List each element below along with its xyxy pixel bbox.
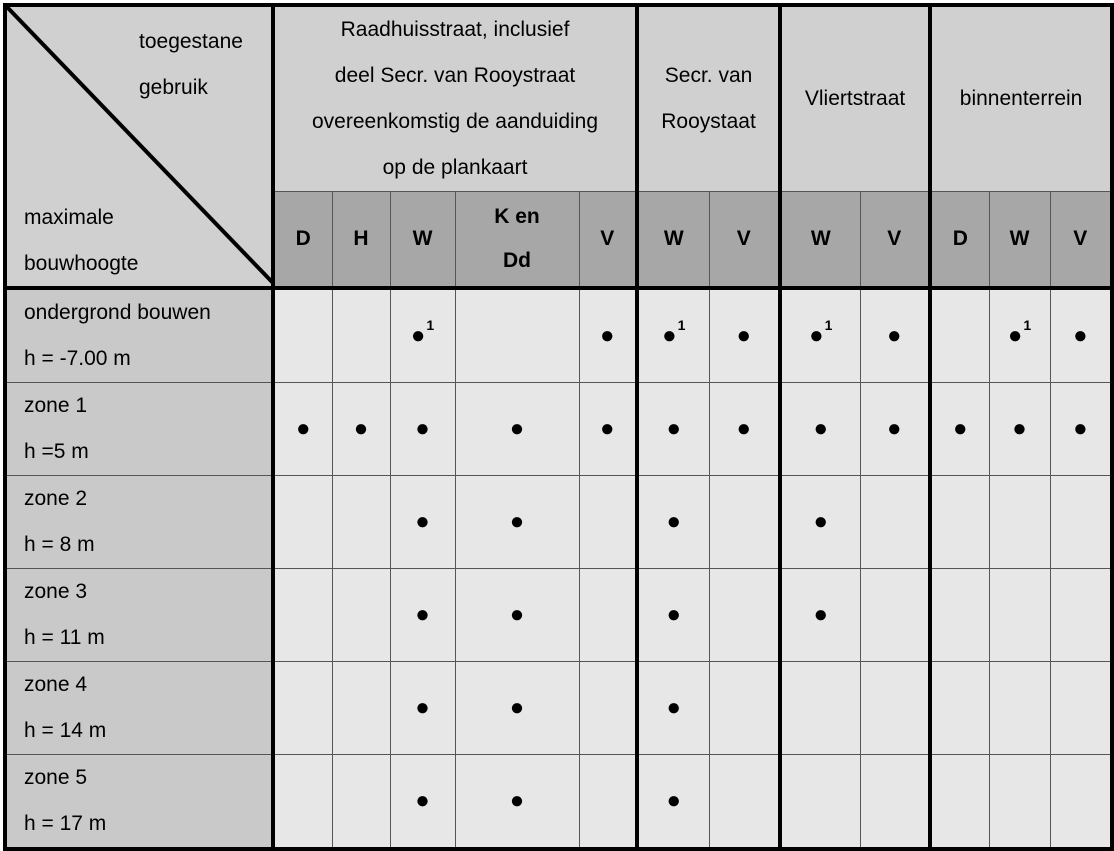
footnote-marker: 1: [824, 317, 833, 333]
table-cell: [989, 475, 1050, 568]
table-body: [5, 288, 1112, 849]
table-cell: [780, 475, 860, 568]
subheader-k-en: K en: [494, 204, 540, 228]
table-row: [5, 661, 1112, 754]
group-header-line: Secr. van: [664, 64, 753, 87]
table-cell: [1050, 475, 1112, 568]
bullet-mark: ●: [509, 786, 525, 814]
bullet-mark: ●: [415, 414, 430, 442]
bullet-mark: ●: [415, 786, 430, 814]
bullet-mark: ●: [1073, 321, 1088, 349]
corner-top-label: [139, 19, 243, 111]
row-label-line1: zone 1: [24, 393, 88, 417]
bullet-mark: ●: [887, 321, 902, 349]
subheader-k-en-dd: [455, 192, 579, 288]
table-cell: [780, 288, 860, 383]
group-header-line: Vliertstraat: [804, 87, 906, 110]
footnote-marker: 1: [1023, 317, 1032, 333]
table-cell: [860, 288, 930, 383]
table-cell: [579, 288, 637, 383]
table-cell: [332, 661, 390, 754]
table-cell: [1050, 288, 1112, 383]
subheader-h: H: [332, 192, 390, 288]
bullet-mark: ●: [415, 507, 430, 535]
table-cell: [860, 382, 930, 475]
table-cell: [390, 475, 455, 568]
table-cell: [1050, 754, 1112, 849]
subheader-w: W: [390, 192, 455, 288]
bullet-mark: ●: [1012, 414, 1027, 442]
row-label-line1: zone 2: [24, 486, 88, 510]
bullet-mark: ●: [600, 321, 615, 349]
table-cell: [930, 382, 989, 475]
row-label: [5, 382, 273, 475]
bullet-mark: ●: [415, 600, 430, 628]
subheader-v: V: [860, 192, 930, 288]
table-cell: [455, 568, 579, 661]
table-cell: [579, 754, 637, 849]
table-cell: [709, 382, 780, 475]
table-cell: [273, 382, 332, 475]
group-header-vliertstraat: [780, 5, 930, 192]
subheader-d: D: [273, 192, 332, 288]
bullet-mark: ●: [813, 414, 829, 442]
bullet-mark: ●: [736, 414, 752, 442]
table-cell: [455, 288, 579, 383]
table-cell: [780, 568, 860, 661]
corner-bottom-line2: bouwhoogte: [24, 252, 139, 275]
group-header-line: op de plankaart: [382, 156, 528, 179]
table-cell: [273, 568, 332, 661]
bullet-mark: ●: [953, 414, 968, 442]
bullet-mark: ●: [666, 507, 682, 535]
table-cell: [930, 475, 989, 568]
row-label-line2: h = 14 m: [24, 718, 107, 742]
group-header-line: binnenterrein: [959, 87, 1083, 110]
table-cell: [709, 754, 780, 849]
footnote-marker: 1: [677, 317, 686, 333]
bullet-mark: ●: [662, 322, 677, 349]
table-cell: [989, 382, 1050, 475]
table-cell: [860, 568, 930, 661]
bullet-mark: ●: [887, 414, 902, 442]
table-cell: [637, 382, 709, 475]
table-cell: [455, 475, 579, 568]
table-cell: [989, 754, 1050, 849]
table-cell: [273, 475, 332, 568]
subheader-w: W: [780, 192, 860, 288]
subheader-dd: Dd: [503, 248, 531, 272]
bullet-mark: ●: [666, 600, 682, 628]
table-cell: [273, 754, 332, 849]
group-header-line: Rooystaat: [661, 110, 756, 133]
row-label-line1: ondergrond bouwen: [24, 300, 211, 324]
row-label-line1: zone 3: [24, 579, 88, 603]
table-cell: [637, 288, 709, 383]
group-header-line: overeenkomstig de aanduiding: [312, 110, 599, 133]
table-cell: [332, 568, 390, 661]
table-cell: [709, 475, 780, 568]
table-row: [5, 288, 1112, 383]
table-cell: [1050, 661, 1112, 754]
row-label: [5, 568, 273, 661]
corner-top-line2: gebruik: [139, 76, 208, 99]
table-cell: [332, 288, 390, 383]
subheader-d: D: [930, 192, 989, 288]
bullet-mark: ●: [1007, 322, 1023, 349]
row-label-line1: zone 4: [24, 672, 88, 696]
table-cell: [637, 475, 709, 568]
subheader-w: W: [637, 192, 709, 288]
table-cell: [390, 568, 455, 661]
bullet-mark: ●: [666, 693, 682, 721]
corner-bottom-line1: maximale: [24, 206, 114, 229]
bullet-mark: ●: [353, 414, 369, 442]
table-cell: [780, 661, 860, 754]
table-cell: [1050, 568, 1112, 661]
table-cell: [637, 661, 709, 754]
table-cell: [332, 475, 390, 568]
table-cell: [860, 475, 930, 568]
table-cell: [455, 754, 579, 849]
subheader-w: W: [989, 192, 1050, 288]
table-cell: [637, 568, 709, 661]
table-cell: [930, 288, 989, 383]
building-height-table: [3, 3, 1114, 851]
table-cell: [579, 661, 637, 754]
bullet-mark: ●: [509, 693, 525, 721]
table-cell: [637, 754, 709, 849]
bullet-mark: ●: [410, 322, 426, 349]
table-cell: [390, 661, 455, 754]
table-cell: [989, 288, 1050, 383]
bullet-mark: ●: [509, 600, 525, 628]
subheader-v: V: [579, 192, 637, 288]
table-cell: [930, 754, 989, 849]
bullet-mark: ●: [1073, 414, 1088, 442]
corner-top-line1: toegestane: [139, 30, 243, 53]
row-label-line2: h = 8 m: [24, 532, 95, 556]
bullet-mark: ●: [666, 414, 682, 442]
row-label-line2: h =5 m: [24, 439, 89, 463]
table-cell: [390, 382, 455, 475]
table-cell: [273, 661, 332, 754]
table-cell: [455, 661, 579, 754]
row-label: [5, 288, 273, 383]
table-row: [5, 382, 1112, 475]
bullet-mark: ●: [509, 414, 525, 442]
table-cell: [989, 568, 1050, 661]
table-cell: [332, 382, 390, 475]
table-cell: [780, 754, 860, 849]
table-cell: [709, 661, 780, 754]
bullet-mark: ●: [666, 786, 682, 814]
bullet-mark: ●: [736, 321, 752, 349]
table-cell: [579, 475, 637, 568]
table-row: [5, 568, 1112, 661]
bullet-mark: ●: [813, 600, 829, 628]
row-label-line2: h = 17 m: [24, 811, 107, 835]
bullet-mark: ●: [415, 693, 430, 721]
bullet-mark: ●: [809, 322, 824, 349]
table-cell: [273, 288, 332, 383]
table-row: [5, 754, 1112, 849]
subheader-v: V: [709, 192, 780, 288]
table-cell: [1050, 382, 1112, 475]
table-cell: [332, 754, 390, 849]
footnote-marker: 1: [426, 317, 435, 333]
row-label-line2: h = 11 m: [24, 625, 105, 649]
row-label: [5, 754, 273, 849]
row-label-line1: zone 5: [24, 765, 88, 789]
table-cell: [780, 382, 860, 475]
table-cell: [579, 382, 637, 475]
bullet-mark: ●: [600, 414, 615, 442]
row-label: [5, 661, 273, 754]
table-cell: [989, 661, 1050, 754]
table-cell: [709, 568, 780, 661]
bullet-mark: ●: [509, 507, 525, 535]
table-cell: [579, 568, 637, 661]
table-cell: [860, 754, 930, 849]
group-header-raadhuisstraat: [273, 5, 637, 192]
table-cell: [455, 382, 579, 475]
table-cell: [390, 754, 455, 849]
table-row: [5, 475, 1112, 568]
group-header-secr-van-rooystaat: [637, 5, 780, 192]
table-cell: [860, 661, 930, 754]
table-cell: [709, 288, 780, 383]
table-cell: [930, 568, 989, 661]
group-header-line: deel Secr. van Rooystraat: [334, 64, 576, 87]
table-cell: [930, 661, 989, 754]
row-label: [5, 475, 273, 568]
corner-header-cell: [5, 5, 273, 288]
bullet-mark: ●: [296, 414, 311, 442]
corner-bottom-label: [24, 195, 138, 287]
row-label-line2: h = -7.00 m: [24, 346, 131, 370]
subheader-v: V: [1050, 192, 1112, 288]
table-cell: [390, 288, 455, 383]
group-header-binnenterrein: [930, 5, 1112, 192]
group-header-line: Raadhuisstraat, inclusief: [340, 18, 570, 41]
bullet-mark: ●: [813, 507, 829, 535]
